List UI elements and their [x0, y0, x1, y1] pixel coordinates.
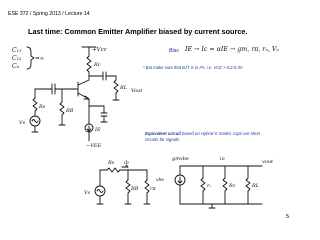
capacitor-list [12, 47, 44, 70]
eq-vbe-label: vbe [156, 178, 165, 183]
rs-label: Rs [39, 104, 46, 110]
bias-equation [184, 46, 279, 53]
rc-resistor [87, 56, 91, 72]
page-number: 5 [286, 214, 290, 220]
ce-amplifier-circuit [19, 47, 143, 149]
rl-resistor [114, 76, 118, 100]
vee-label: −VEE [86, 143, 102, 149]
bias-label: Bias [169, 48, 179, 54]
equivalent-circuit-text: based on Hybrid-π model, caps are short circuits for signals [145, 131, 261, 142]
rl-label: RL [120, 85, 128, 91]
bias-equation-text: IE → Ic = αIE → gm, rπ, rₒ, Vₒ [185, 46, 279, 53]
rb-resistor [60, 102, 64, 125]
eq-rl-label: RL [252, 183, 260, 189]
ie-label: IE [95, 127, 101, 133]
eq-rc-label: Rc [229, 183, 236, 189]
cap-c6-label: C₆ [12, 63, 19, 70]
eq-rl-resistor [246, 178, 250, 204]
eq-io-label: io [220, 156, 225, 162]
cap-list-brace [27, 47, 34, 69]
vout-label: Vout [131, 88, 143, 94]
eq-rs-label: Rs [108, 160, 115, 166]
eq-rpi-resistor [145, 180, 149, 204]
vcc-label: +Vcc [92, 47, 107, 53]
vs-label: Vs [19, 120, 26, 126]
rs-resistor [33, 98, 37, 115]
bjt-collector [78, 80, 89, 85]
small-signal-equivalent-circuit [84, 156, 274, 208]
cap-c12-label: C₁₂ [12, 55, 22, 62]
eq-rs-resistor [100, 168, 128, 172]
eq-rb-label: RB [131, 186, 139, 192]
cap-infinity-label: =∞ [35, 56, 45, 62]
rc-label: Rc [94, 62, 101, 68]
course-header: ESE 372 / Spring 2013 / Lecture 14 [8, 11, 90, 17]
slide-title: Last time: Common Emitter Amplifier biased by current source. [28, 27, 248, 36]
eq-rb-resistor [126, 180, 130, 204]
eq-vs-label: Vs [84, 190, 91, 196]
eq-rc-resistor [223, 178, 227, 204]
bias-note: * But make sure that BJT is in FA, i.e. VCE > 0.2-0.3V [143, 65, 243, 70]
equivalent-circuit-heading: Equivalent circuit [145, 131, 181, 136]
rb-label: RB [66, 108, 74, 114]
eq-gm-label: gmvbe [172, 156, 189, 162]
cap-c11-label: C₁₁ [12, 47, 22, 54]
eq-rpi-label: rπ [150, 186, 156, 192]
eq-ro-resistor [201, 178, 205, 204]
eq-vout-label: vout [262, 159, 274, 165]
eq-ro-label: rₒ [207, 183, 212, 189]
eq-ib-label: ib [124, 160, 129, 166]
